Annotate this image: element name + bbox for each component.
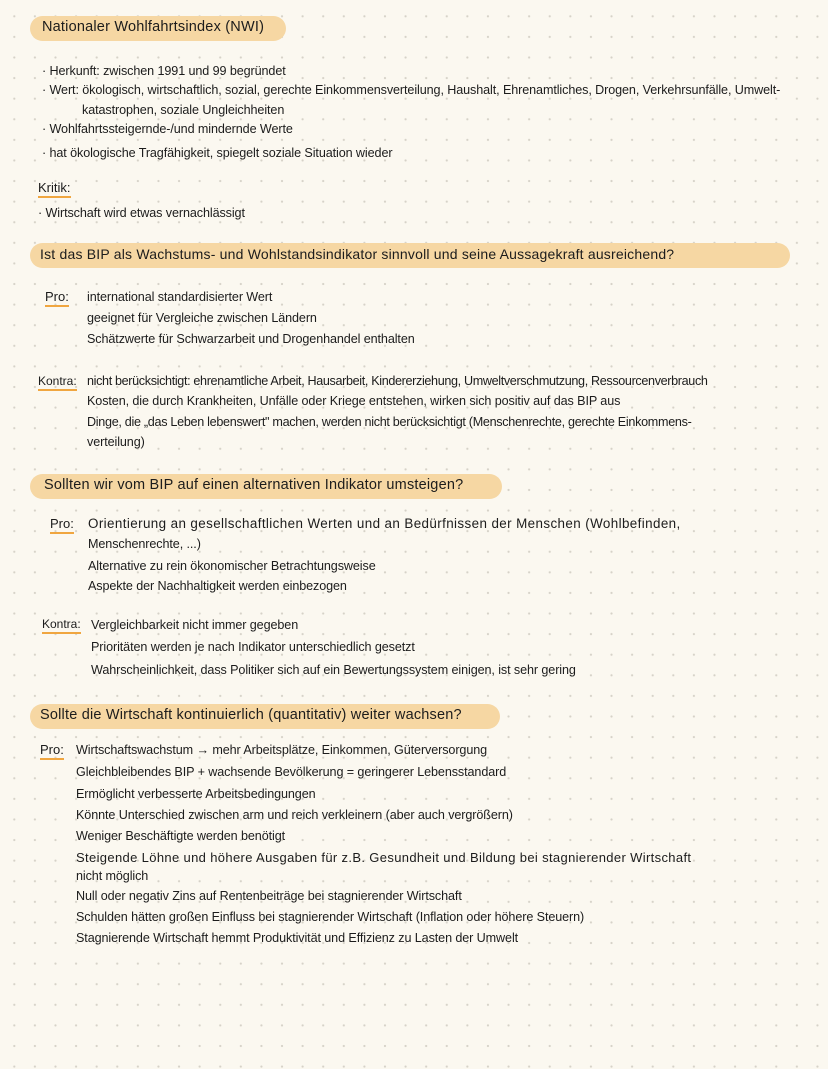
list-item: international standardisierter Wert [87, 290, 273, 304]
list-item: nicht möglich [76, 869, 149, 883]
list-item: Weniger Beschäftigte werden benötigt [76, 829, 285, 843]
list-item: Dinge, die „das Leben lebenswert" machen, werden nicht berücksichtigt (Menschenrechte, gerechte Einkommens- [87, 415, 692, 429]
pro-label: Pro: [45, 289, 69, 307]
list-item: Aspekte der Nachhaltigkeit werden einbezogen [88, 579, 347, 593]
list-item: verteilung) [87, 435, 145, 449]
bullet-continuation: katastrophen, soziale Ungleichheiten [82, 103, 285, 117]
list-item: Könnte Unterschied zwischen arm und reich verkleinern (aber auch vergrößern) [76, 808, 513, 822]
list-item: Gleichbleibendes BIP + wachsende Bevölkerung = geringerer Lebensstandard [76, 765, 507, 779]
list-item: Steigende Löhne und höhere Ausgaben für z.B. Gesundheit und Bildung bei stagnierender Wirtschaft [76, 850, 692, 865]
list-item: geeignet für Vergleiche zwischen Ländern [87, 311, 317, 325]
section-heading: Sollte die Wirtschaft kontinuierlich (quantitativ) weiter wachsen? [40, 707, 462, 723]
list-item: Menschenrechte, ...) [88, 537, 201, 551]
list-item: Orientierung an gesellschaftlichen Werten und an Bedürfnissen der Menschen (Wohlbefinden, [88, 516, 681, 531]
list-item: Ermöglicht verbesserte Arbeitsbedingungen [76, 787, 316, 801]
list-item: Kosten, die durch Krankheiten, Unfälle oder Kriege entstehen, wirken sich positiv auf das BIP aus [87, 394, 621, 408]
list-item: Null oder negativ Zins auf Rentenbeiträge bei stagnierender Wirtschaft [76, 889, 462, 903]
list-item: Wahrscheinlichkeit, dass Politiker sich auf ein Bewertungssystem einigen, ist sehr gering [91, 663, 576, 677]
kontra-label: Kontra: [42, 617, 81, 634]
list-item: Stagnierende Wirtschaft hemmt Produktivität und Effizienz zu Lasten der Umwelt [76, 931, 519, 945]
list-item: Vergleichbarkeit nicht immer gegeben [91, 618, 299, 632]
list-item: Prioritäten werden je nach Indikator unterschiedlich gesetzt [91, 640, 415, 654]
section-heading: Nationaler Wohlfahrtsindex (NWI) [42, 19, 265, 35]
bullet-item: · Wert: ökologisch, wirtschaftlich, sozial, gerechte Einkommensverteilung, Haushalt, Ehrenamtliches, Drogen, Verkehrsunfälle, Umwelt- [42, 83, 781, 97]
bullet-item: · Wohlfahrtssteigernde-/und mindernde Werte [42, 122, 293, 136]
bullet-item: · Herkunft: zwischen 1991 und 99 begründet [42, 64, 286, 78]
kritik-label: Kritik: [38, 180, 71, 198]
pro-label: Pro: [50, 516, 74, 534]
bullet-item: · hat ökologische Tragfähigkeit, spiegelt soziale Situation wieder [42, 146, 393, 160]
bullet-item: · Wirtschaft wird etwas vernachlässigt [38, 206, 245, 220]
kontra-label: Kontra: [38, 374, 77, 391]
pro-label: Pro: [40, 742, 64, 760]
list-item: Wirtschaftswachstum → mehr Arbeitsplätze, Einkommen, Güterversorgung [76, 743, 488, 757]
section-heading: Sollten wir vom BIP auf einen alternativen Indikator umsteigen? [44, 477, 464, 493]
list-item: nicht berücksichtigt: ehrenamtliche Arbeit, Hausarbeit, Kindererziehung, Umweltverschmutzung, Ressourcenverbrauch [87, 374, 708, 388]
list-item: Schätzwerte für Schwarzarbeit und Drogenhandel enthalten [87, 332, 415, 346]
list-item: Schulden hätten großen Einfluss bei stagnierender Wirtschaft (Inflation oder höhere Steuern) [76, 910, 585, 924]
list-item: Alternative zu rein ökonomischer Betrachtungsweise [88, 559, 376, 573]
section-heading: Ist das BIP als Wachstums- und Wohlstandsindikator sinnvoll und seine Aussagekraft ausreichend? [40, 246, 675, 262]
